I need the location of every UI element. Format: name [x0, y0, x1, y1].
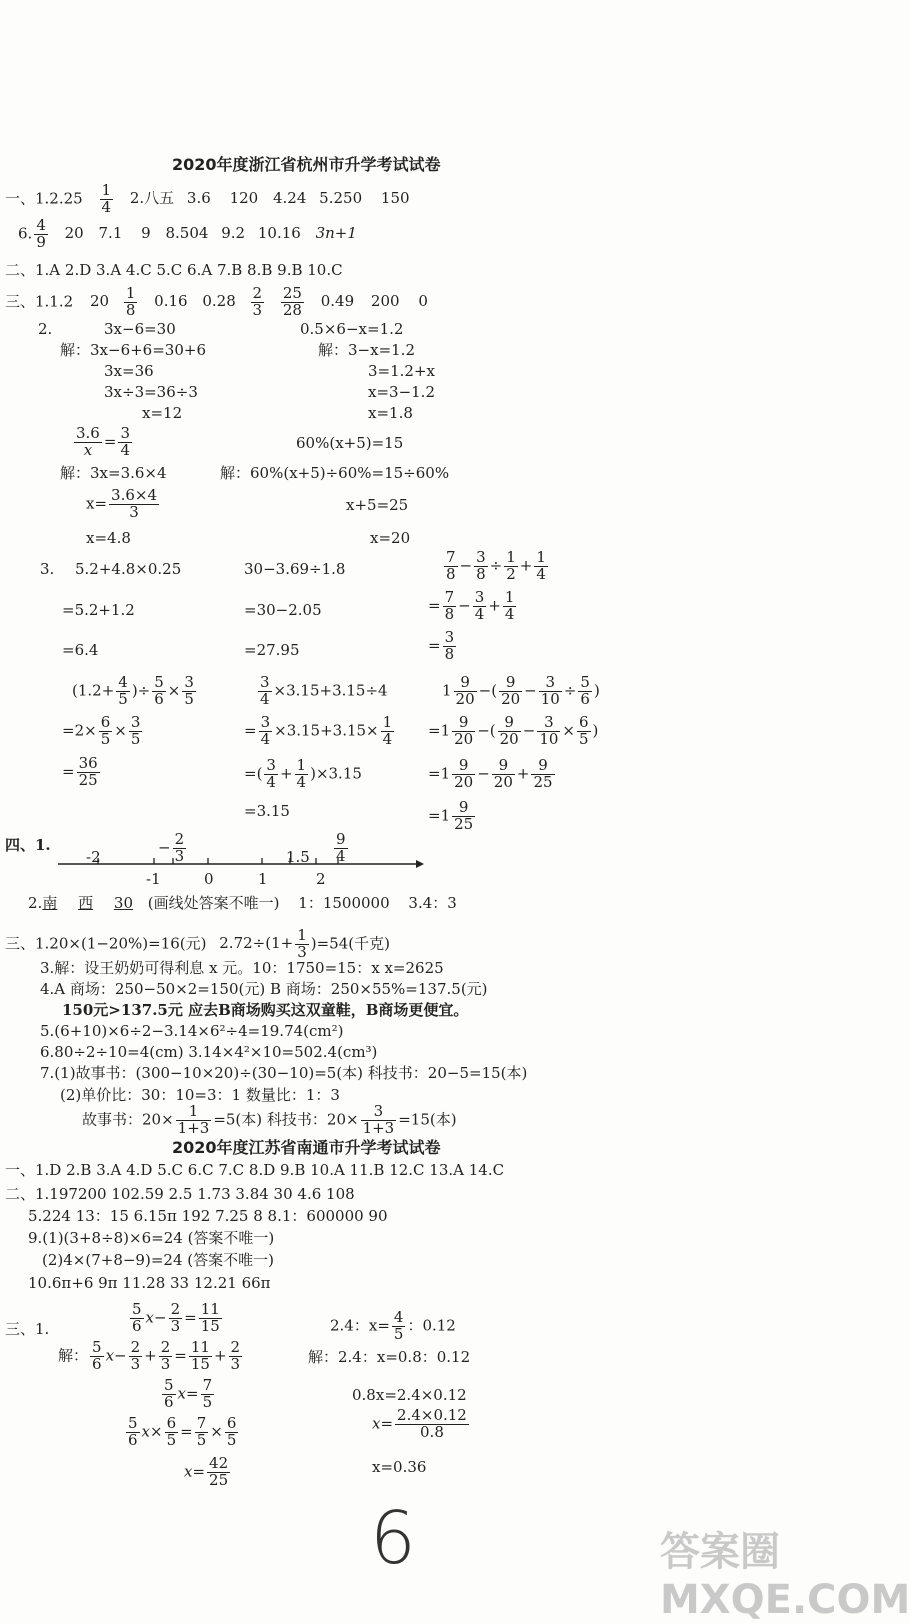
answer-line-2: 6. $\frac{4}{9}$ 20 7.1 9 8.504 9.2 10.16 3n+1	[18, 216, 357, 251]
answer-line-3: 二、1.A 2.D 3.A 4.C 5.C 6.A 7.B 8.B 9.B 10.C	[5, 261, 343, 279]
calc-5-line3: =( $\frac{3}{4}$ + $\frac{1}{4}$ )×3.15	[244, 756, 362, 791]
eq-a-2: 解：3x−6+6=30+6	[60, 341, 206, 359]
eq-a-label: 2.	[38, 320, 53, 338]
calc-5-line1: $\frac{3}{4}$ ×3.15+3.15÷4	[260, 673, 388, 708]
nt-section-3-label: 三、1.	[5, 1320, 50, 1338]
nt-answer-line-6: 10.6π+6 9π 11.28 33 12.21 66π	[28, 1274, 271, 1292]
calc-1-line1: 5.2+4.8×0.25	[75, 560, 182, 578]
nt-eq-b-5: x=0.36	[372, 1458, 427, 1476]
calc-1-line3: =6.4	[62, 641, 99, 659]
eq-d-4: x=20	[370, 529, 411, 547]
point-label-9-4: $\frac{9}{4}$	[336, 830, 346, 865]
eq-c-3: x= $\frac{3.6\times 4}{3}$	[86, 486, 157, 521]
eq-b-5: x=1.8	[368, 404, 413, 422]
eq-d-1: 60%(x+5)=15	[296, 434, 404, 452]
answer-q6: 6.80÷2÷10=4(cm) 3.14×4²×10=502.4(cm³)	[40, 1043, 378, 1061]
calc-2-line1: 30−3.69÷1.8	[244, 560, 346, 578]
answer-word-problems-1: 三、1.20×(1−20%)=16(元) 2.72÷(1+ $\frac{1}{3}$ )=54(千克)	[5, 926, 390, 961]
point-label-1-5: 1.5	[286, 848, 310, 866]
arrow-right-icon	[416, 860, 424, 868]
nt-eq-b-3: 0.8x=2.4×0.12	[352, 1386, 467, 1404]
eq-a-4: 3x÷3=36÷3	[104, 383, 198, 401]
calc-4-line3: = $\frac{36}{25}$	[62, 754, 98, 789]
nt-eq-a-1: $\frac{5}{6}$ x− $\frac{2}{3}$ = $\frac{11}{15}$	[132, 1300, 220, 1335]
eq-c-4: x=4.8	[86, 529, 131, 547]
nt-eq-a-2: 解： $\frac{5}{6}$ x− $\frac{2}{3}$ + $\frac{2}{3}$ = $\frac{11}{15}$ + $\frac{2}{3}$	[58, 1338, 241, 1373]
calc-1-label: 3.	[40, 560, 55, 578]
point-label-neg2: -2	[86, 848, 101, 866]
nt-answer-line-5: (2)4×(7+8−9)=24 (答案不唯一)	[42, 1251, 274, 1269]
watermark-logo: 答案圈 MXQE.COM	[660, 1529, 910, 1623]
nt-eq-a-5: x= $\frac{42}{25}$	[184, 1454, 229, 1489]
calc-3-line2: = $\frac{7}{8}$ − $\frac{3}{4}$ + $\frac{1}{4}$	[428, 588, 515, 623]
nt-eq-a-3: $\frac{5}{6}$ x= $\frac{7}{5}$	[164, 1376, 213, 1411]
eq-d-3: x+5=25	[346, 496, 409, 514]
eq-c-2: 解：3x=3.6×4	[60, 464, 167, 482]
eq-a-1: 3x−6=30	[104, 320, 176, 338]
eq-b-1: 0.5×6−x=1.2	[300, 320, 404, 338]
calc-5-line4: =3.15	[244, 802, 290, 820]
eq-c-1: $\frac{3.6}{x}$ = $\frac{3}{4}$	[76, 424, 130, 459]
eq-a-5: x=12	[142, 404, 183, 422]
eq-b-2: 解：3−x=1.2	[318, 341, 415, 359]
calc-4-line1: (1.2+ $\frac{4}{5}$ )÷ $\frac{5}{6}$ × $\frac{3}{5}$	[72, 673, 194, 708]
answer-q7a: 7.(1)故事书：(300−10×20)÷(30−10)=5(本) 科技书：20−5=15(本)	[40, 1064, 528, 1082]
calc-2-line3: =27.95	[244, 641, 300, 659]
calc-6-line2: =1 $\frac{9}{20}$ −( $\frac{9}{20}$ − $\frac{3}{10}$ × $\frac{6}{5}$ )	[428, 713, 599, 748]
nt-eq-b-1: 2.4：x= $\frac{4}{5}$ ：0.12	[330, 1308, 456, 1343]
exam-title-nantong: 2020年度江苏省南通市升学考试试卷	[172, 1138, 441, 1157]
calc-6-line1: 1 $\frac{9}{20}$ −( $\frac{9}{20}$ − $\frac{3}{10}$ ÷ $\frac{5}{6}$ )	[442, 673, 600, 708]
nt-answer-line-3: 5.224 13：15 6.15π 192 7.25 8 8.1：600000 90	[28, 1207, 388, 1225]
eq-a-3: 3x=36	[104, 362, 154, 380]
page-number: 6	[370, 1496, 416, 1580]
calc-1-line2: =5.2+1.2	[62, 601, 135, 619]
answer-q3: 3.解：设王奶奶可得利息 x 元。10：1750=15：x x=2625	[40, 959, 444, 977]
answer-q7b: (2)单价比：30：10=3：1 数量比：1：3	[60, 1086, 340, 1104]
calc-6-line3: =1 $\frac{9}{20}$ − $\frac{9}{20}$ + $\frac{9}{25}$	[428, 756, 553, 791]
exam-title-hangzhou: 2020年度浙江省杭州市升学考试试卷	[172, 155, 441, 174]
answer-q4b: 150元>137.5元 应去B商场购买这双童鞋，B商场更便宜。	[62, 1001, 469, 1019]
tick-label-1: 1	[258, 870, 268, 888]
calc-2-line2: =30−2.05	[244, 601, 322, 619]
calc-6-line4: =1 $\frac{9}{25}$	[428, 798, 474, 833]
calc-3-line1: $\frac{7}{8}$ − $\frac{3}{8}$ ÷ $\frac{1}{2}$ + $\frac{1}{4}$	[446, 548, 546, 583]
eq-b-4: x=3−1.2	[368, 383, 435, 401]
answer-q4a: 4.A 商场：250−50×2=150(元) B 商场：250×55%=137.5(元)	[40, 980, 488, 998]
eq-d-2: 解：60%(x+5)÷60%=15÷60%	[220, 464, 450, 482]
section-4-label: 四、1.	[5, 836, 51, 854]
tick-label-2: 2	[316, 870, 326, 888]
nt-eq-b-4: x= $\frac{2.4\times 0.12}{0.8}$	[372, 1406, 467, 1441]
answer-line-4: 三、1.1.2 20 $\frac{1}{8}$ 0.16 0.28 $\frac{2}{3}$ $\frac{25}{28}$ 0.49 200 0	[5, 284, 428, 319]
answer-q2-direction: 2.南 西 30 (画线处答案不唯一) 1：1500000 3.4：3	[28, 894, 457, 912]
calc-4-line2: =2× $\frac{6}{5}$ × $\frac{3}{5}$	[62, 713, 141, 748]
calc-3-line3: = $\frac{3}{8}$	[428, 628, 455, 663]
eq-b-3: 3=1.2+x	[368, 362, 435, 380]
point-label-neg2-3: − $\frac{2}{3}$	[158, 830, 185, 865]
nt-eq-b-2: 解：2.4：x=0.8：0.12	[308, 1348, 471, 1366]
calc-5-line2: = $\frac{3}{4}$ ×3.15+3.15× $\frac{1}{4}$	[244, 713, 393, 748]
nt-answer-line-4: 9.(1)(3+8÷8)×6=24 (答案不唯一)	[28, 1229, 275, 1247]
answer-line-1: 一、1.2.25 $\frac{1}{4}$ 2.八五 3.6 120 4.24 5.250 150	[5, 181, 410, 216]
answer-q5: 5.(6+10)×6÷2−3.14×6²÷4=19.74(cm²)	[40, 1022, 344, 1040]
tick-label-0: 0	[204, 870, 214, 888]
nt-answer-line-1: 一、1.D 2.B 3.A 4.D 5.C 6.C 7.C 8.D 9.B 10.A 11.B 12.C 13.A 14.C	[5, 1161, 505, 1179]
answer-q7c: 故事书：20× $\frac{1}{1+3}$ =5(本) 科技书：20× $\frac{3}{1+3}$ =15(本)	[82, 1102, 457, 1137]
nt-eq-a-4: $\frac{5}{6}$ x× $\frac{6}{5}$ = $\frac{7}{5}$ × $\frac{6}{5}$	[128, 1414, 237, 1449]
number-line	[58, 830, 423, 888]
tick-label-neg1: -1	[146, 870, 161, 888]
nt-answer-line-2: 二、1.197200 102.59 2.5 1.73 3.84 30 4.6 108	[5, 1185, 355, 1203]
